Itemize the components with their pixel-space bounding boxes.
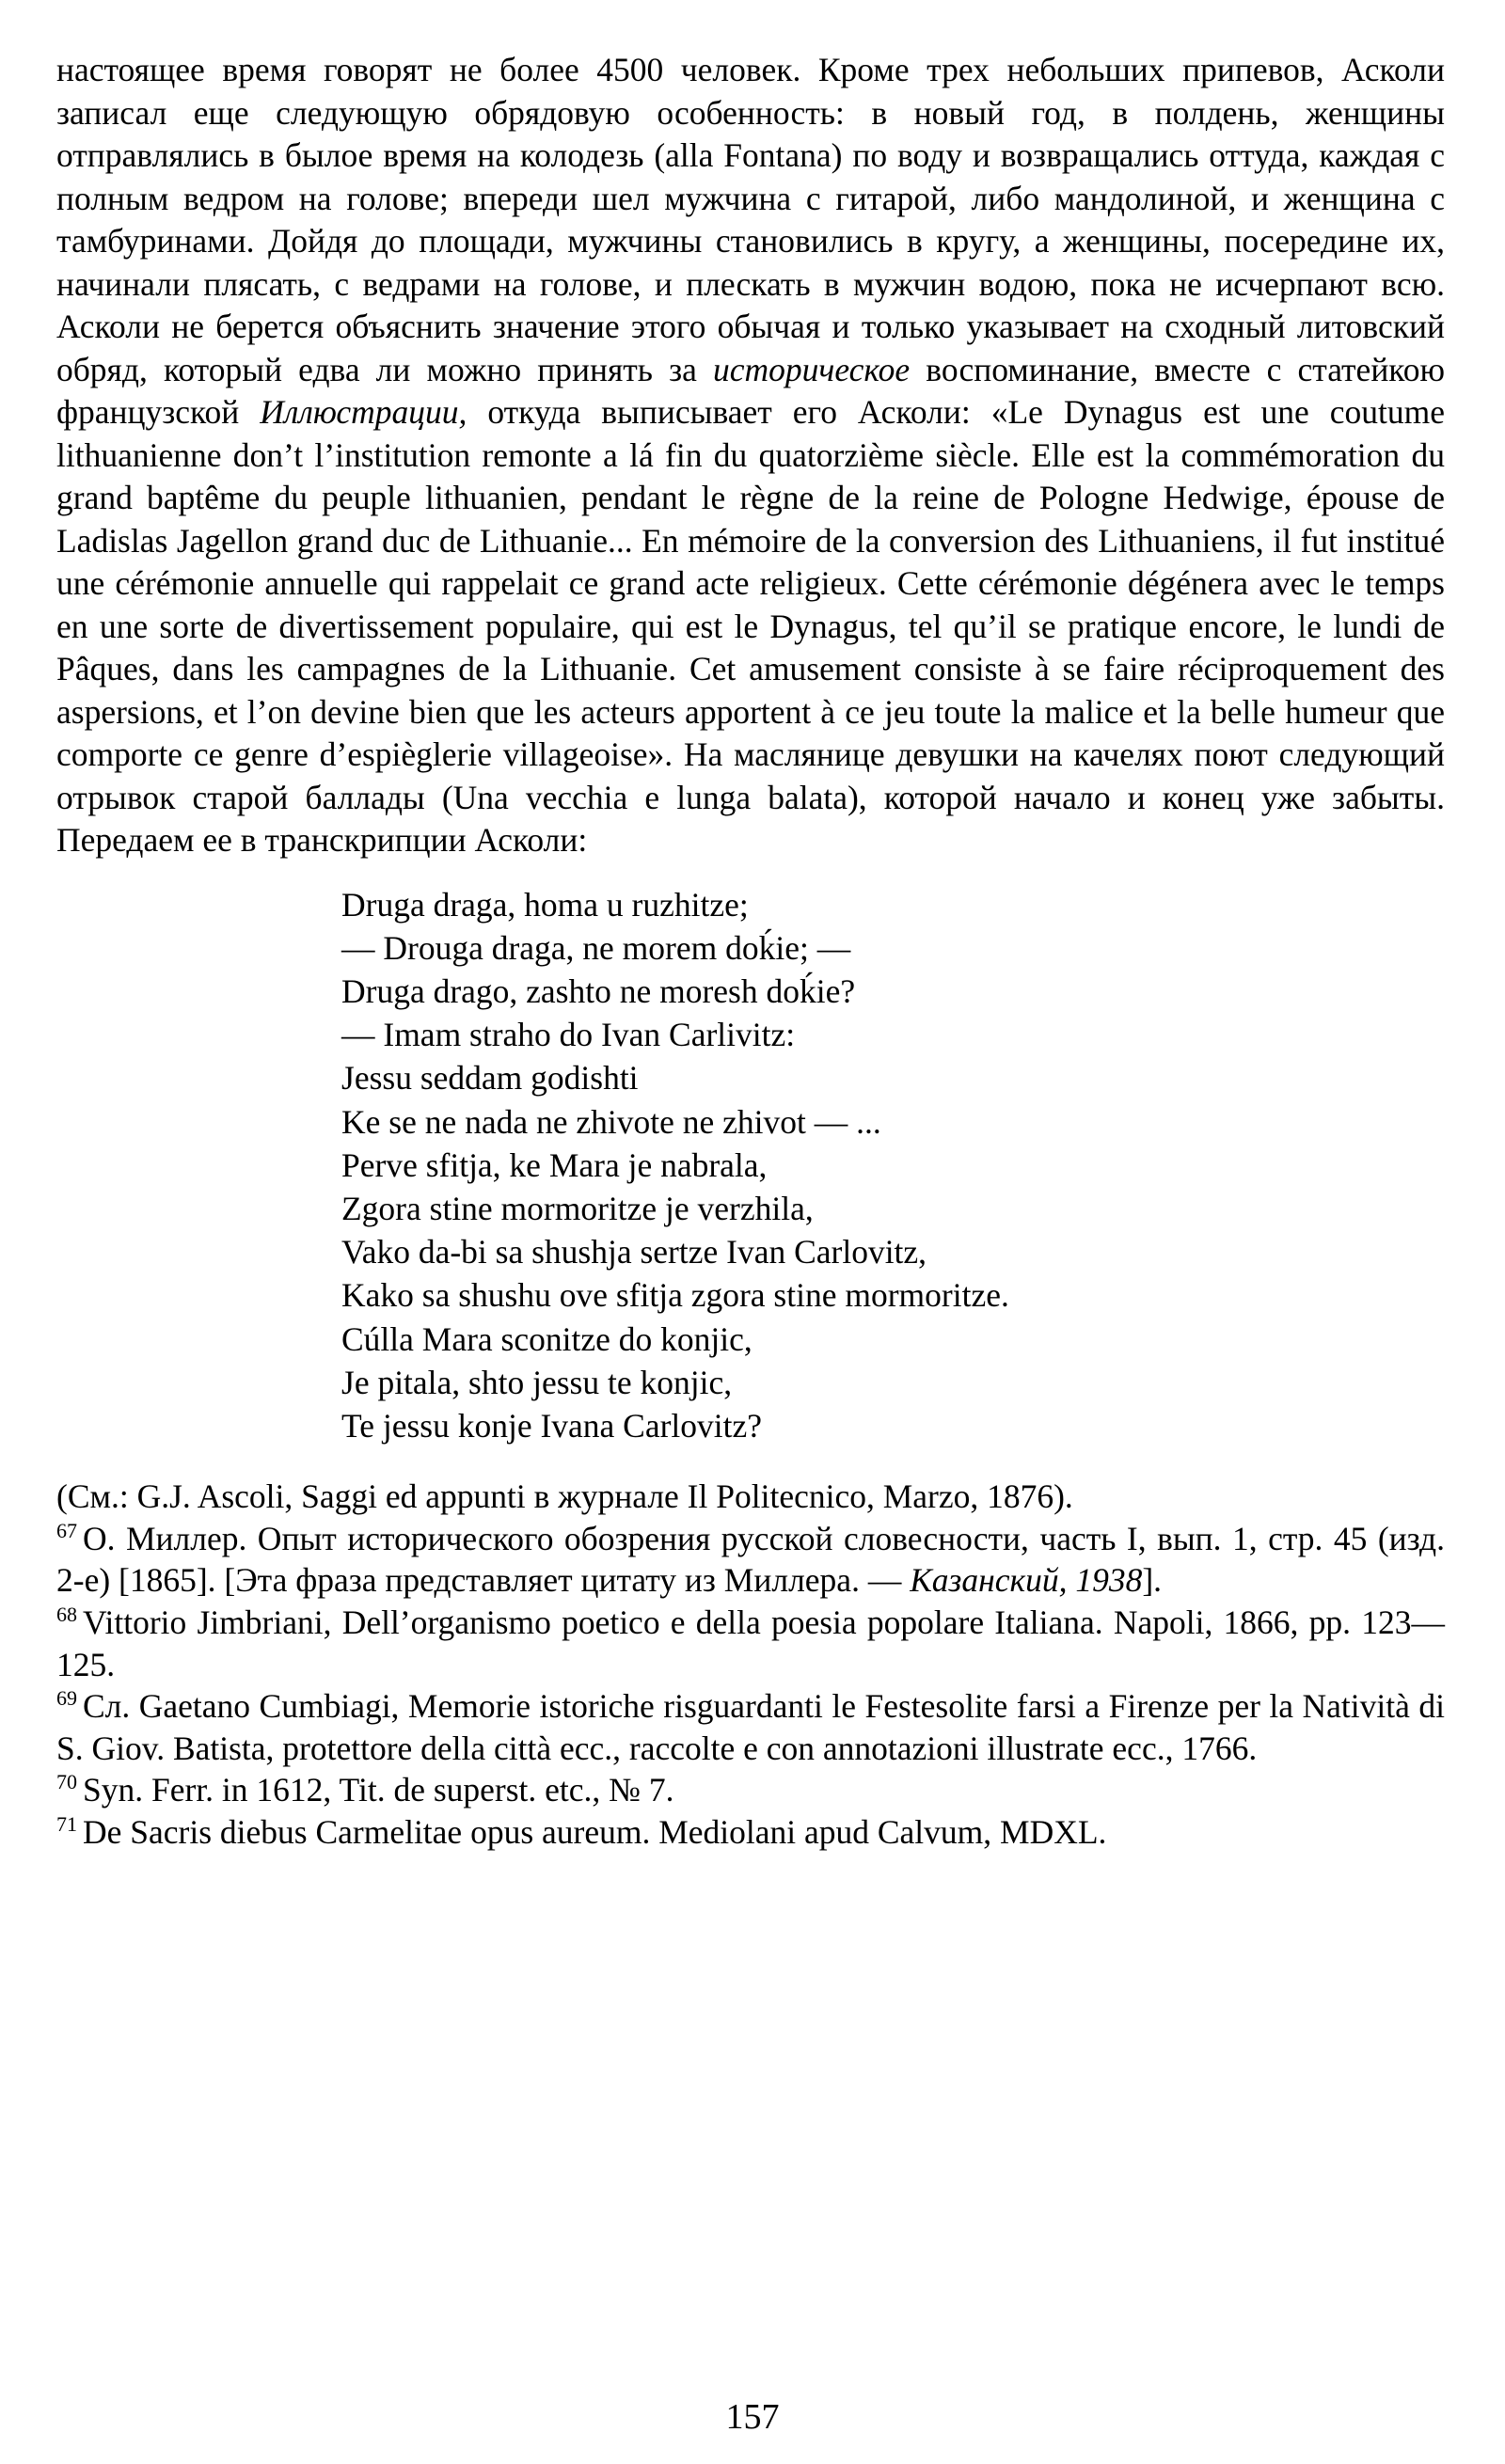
text-segment-1: настоящее время говорят не более 4500 человек. Кроме трех небольших припевов, Асколи записал еще следующую обрядовую особенность: в новый год, в полдень, женщины отправлялись в былое время на колодезь (alla Fontana) по воду и возвращались оттуда, каждая с полным ведром на голове; впереди шел мужчина с гитарой, либо мандолиной, и женщина с тамбуринами. Дойдя до площади, мужчины становились в кругу, а женщины, посередине их, начинали плясать, с ведрами на голове, и плескать в мужчин водою, пока не исчерпают всю. Асколи не берется объяснить значение этого обычая и только указывает на сходный литовский обряд, который едва ли можно принять за (56, 51, 1445, 388)
page-number: 157 (725, 2397, 780, 2437)
italic-term-illustration: Иллюстрации, (260, 393, 467, 431)
verse-line: Cúlla Mara sconitze do konjic, (341, 1319, 752, 1358)
footnote-text: Сл. Gaetano Cumbiagi, Memorie istoriche risguardanti le Festesolite farsi a Firenze per la Natività di S. Giov. Batista, protettore della città ecc., raccolte e con annotazioni illustrate ecc., 1766. (56, 1687, 1445, 1767)
footnotes (56, 1476, 1445, 1853)
footnote-close: ]. (1142, 1561, 1163, 1600)
footnote-number: 69 (56, 1686, 77, 1711)
verse-line: Kako sa shushu ove sfitja zgora stine mormoritze. (341, 1276, 1009, 1315)
ballad-verse (341, 883, 1445, 1448)
footnote-68 (56, 1602, 1445, 1685)
footnote-number: 67 (56, 1518, 77, 1542)
verse-line: Jessu seddam godishti (341, 1059, 639, 1098)
footnote-text: De Sacris diebus Carmelitae opus aureum. Mediolani apud Calvum, MDXL. (83, 1812, 1107, 1851)
source-note: (См.: G.J. Ascoli, Saggi ed appunti в журнале Il Politecnico, Marzo, 1876). (56, 1477, 1073, 1516)
footnote-70 (56, 1769, 1445, 1811)
verse-line: Perve sfitja, ke Mara je nabrala, (341, 1145, 768, 1184)
paragraph-text (56, 49, 1445, 862)
verse-line: Te jessu konje Ivana Carlovitz? (341, 1406, 763, 1445)
footnote-text: Syn. Ferr. in 1612, Tit. de superst. etc., № 7. (83, 1771, 674, 1809)
page (56, 49, 1445, 1853)
footnote-69 (56, 1685, 1445, 1769)
footnote-number: 71 (56, 1811, 77, 1836)
footnote-number: 70 (56, 1770, 77, 1794)
text-segment-2: воспоминание, вместе с статейкою французской (56, 350, 1446, 431)
text-segment-3: откуда выписывает его Асколи: «Le Dynagus est une coutume lithuanienne don’t l’institution remonte a lá fin du quatorzième siècle. Elle est la commémoration du grand baptême du peuple lithuanien, pendant le règne de la reine de Pologne Hedwige, épouse de Ladislas Jagellon grand duc de Lithuanie... En mémoire de la conversion des Lithuaniens, il fut institué une cérémonie annuelle qui rappelait ce grand acte religieux. Cette cérémonie dégénera avec le temps en une sorte de divertissement populaire, qui est le Dynagus, tel qu’il se pratique encore, le lundi de Pâques, dans les campagnes de la Lithuanie. Cet amusement consiste à se faire réciproquement des aspersions, et l’on devine bien que les acteurs apportent à ce jeu toute la malice et la belle humeur que comporte ce genre d’espièglerie villageoise». На маслянице девушки на качелях поют следующий отрывок старой баллады (Una vecchia e lunga balata), которой начало и конец уже забыты. Передаем ее в транскрипции Асколи: (56, 393, 1445, 859)
footnote-text: Vittorio Jimbriani, Dell’organismo poetico e della poesia popolare Italiana. Napoli, 1866, pp. 123—125. (56, 1603, 1445, 1683)
verse-line: Druga drago, zashto ne moresh doḱie? (341, 971, 856, 1010)
footnote-71 (56, 1811, 1445, 1854)
main-paragraph (56, 49, 1445, 862)
verse-line: Je pitala, shto jessu te konjic, (341, 1363, 733, 1401)
footnote-text: О. Миллер. Опыт исторического обозрения русской словесности, часть I, вып. 1, стр. 45 (изд. 2-е) [1865]. [Эта фраза представляет цитату из Миллера. — (56, 1519, 1445, 1600)
verse-line: — Imam straho do Ivan Carlivitz: (341, 1016, 796, 1054)
verse-line: — Drouga draga, ne morem doḱie; — (341, 928, 851, 967)
verse-line: Vako da-bi sa shushja sertze Ivan Carlovitz, (341, 1233, 927, 1271)
footnote-67 (56, 1518, 1445, 1602)
italic-term-historical: историческое (713, 350, 911, 388)
verse-line: Druga draga, homa u ruzhitze; (341, 885, 749, 924)
footnote-number: 68 (56, 1602, 77, 1626)
footnote-italic-attribution: Казанский, 1938 (910, 1561, 1143, 1600)
verse-line: Ke se ne nada ne zhivote ne zhivot — ... (341, 1102, 881, 1141)
verse-line: Zgora stine mormoritze je verzhila, (341, 1189, 814, 1227)
